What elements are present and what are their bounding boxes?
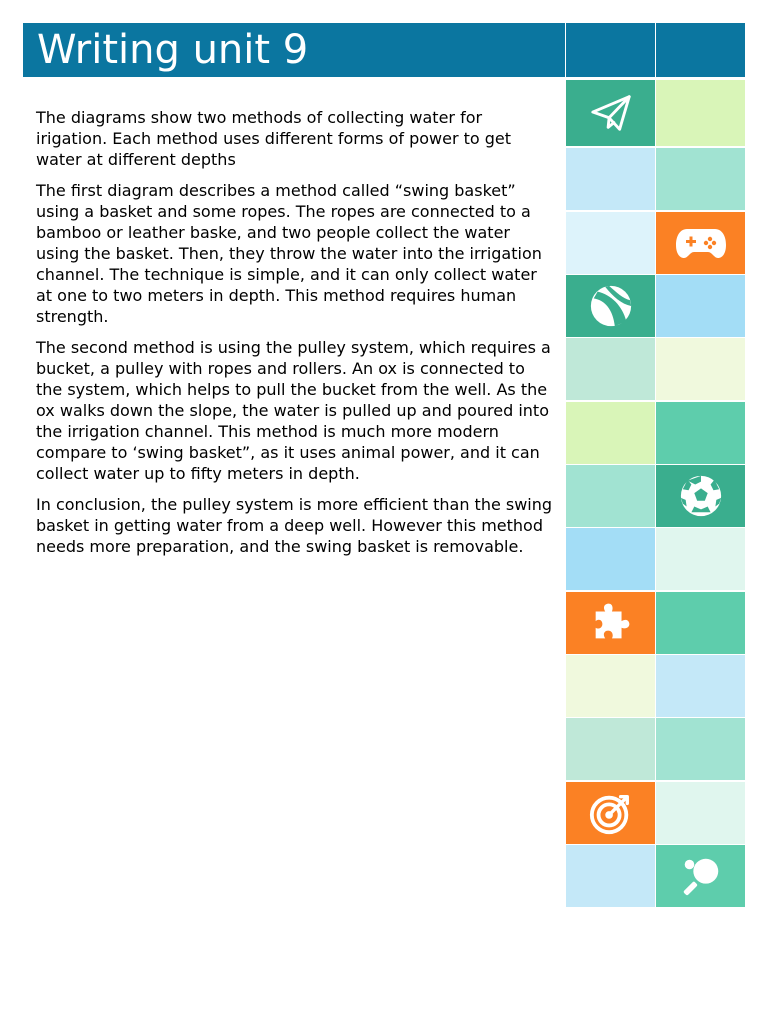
- sidebar-tile: [566, 782, 655, 844]
- sidebar-tile: [656, 592, 745, 654]
- sidebar-tile: [566, 655, 655, 717]
- sidebar-tile: [566, 148, 655, 210]
- sidebar-tile: [656, 718, 745, 780]
- article-body: [36, 107, 556, 567]
- page-header: [23, 23, 565, 77]
- gamepad-icon: [675, 225, 727, 261]
- beach-ball-icon: [588, 283, 634, 329]
- paragraph-conclusion: In conclusion, the pulley system is more efficient than the swing basket in getting water from a deep well. However this method needs more preparation, and the swing basket is removable.: [36, 495, 553, 556]
- sidebar-tile: [566, 528, 655, 590]
- paragraph-swing-basket: The first diagram describes a method called “swing basket” using a basket and some ropes. The ropes are connected to a bamboo or leather baske, and two people collect the water using the basket. Then, they throw the water into the irrigation channel. The technique is simple, and it can only collect water at one to two meters in depth. This method requires human strength.: [36, 181, 542, 326]
- sidebar-tile: [656, 212, 745, 274]
- sidebar-tile: [656, 338, 745, 400]
- sidebar-tile: [566, 465, 655, 527]
- sidebar-tile: [656, 23, 745, 77]
- sidebar-tile: [566, 718, 655, 780]
- sidebar-tile: [566, 212, 655, 274]
- sidebar-tile: [566, 23, 655, 77]
- sidebar-tile: [566, 402, 655, 464]
- paper-plane-icon: [588, 90, 634, 136]
- sidebar-tile: [566, 80, 655, 146]
- sidebar-tile: [656, 845, 745, 907]
- sidebar-tile: [656, 655, 745, 717]
- sidebar-tile: [656, 402, 745, 464]
- sidebar-tile: [656, 782, 745, 844]
- page-title: Writing unit 9: [37, 27, 309, 73]
- sidebar-tile: [656, 80, 745, 146]
- sidebar-tile: [656, 275, 745, 337]
- sidebar-tile: [656, 528, 745, 590]
- paragraph-pulley-system: The second method is using the pulley system, which requires a bucket, a pulley with ropes and rollers. An ox is connected to the system, which helps to pull the bucket from the well. As the ox walks down the slope, the water is pulled up and poured into the irrigation channel. This method is much more modern compare to ‘swing basket”, as it uses animal power, and it can collect water up to fifty meters in depth.: [36, 338, 551, 483]
- sidebar-tile: [656, 148, 745, 210]
- sidebar-tile: [566, 845, 655, 907]
- sidebar-tile: [656, 465, 745, 527]
- ping-pong-icon: [678, 853, 724, 899]
- soccer-ball-icon: [678, 473, 724, 519]
- sidebar-tile: [566, 338, 655, 400]
- sidebar-tile: [566, 275, 655, 337]
- puzzle-piece-icon: [588, 600, 634, 646]
- target-icon: [588, 790, 634, 836]
- paragraph-intro: The diagrams show two methods of collecting water for irigation. Each method uses different forms of power to get water at different depths: [36, 108, 512, 169]
- sidebar-tile: [566, 592, 655, 654]
